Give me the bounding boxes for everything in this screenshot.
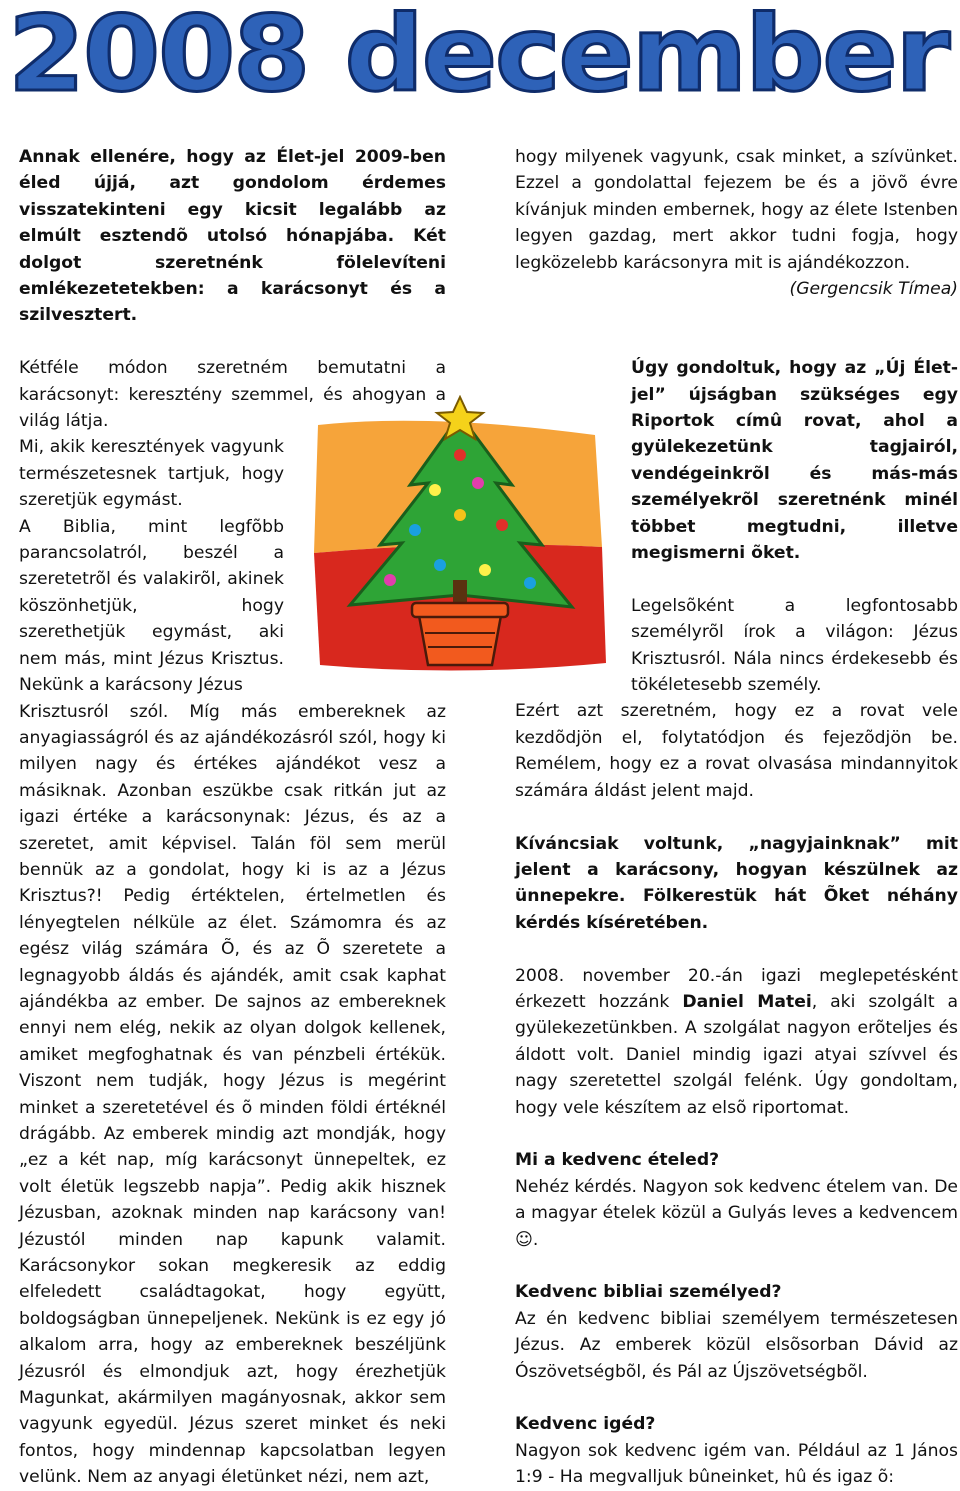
answer: Nagyon sok kedvenc igém van. Például az 1 János 1:9 - Ha megvalljuk bûneinket, hû és igaz õ: xyxy=(515,1440,958,1488)
question-heading: Mi a kedvenc ételed? xyxy=(515,1150,720,1171)
riport-intro: Úgy gondoltuk, hogy az „Új Élet-jel” újságban szükséges egy Riportok címû rovat, ahol a gyülekezetünk tagjairól, vendégeinkrõl és más-más személyekrõl szeretnénk minél többet megtudni, illetve megismerni õket. xyxy=(631,358,958,564)
question-heading: Kedvenc igéd? xyxy=(515,1414,656,1435)
paragraph: Legelsõként a legfontosabb személyrõl írok a világon: Jézus Krisztusról. Nála nincs érdekesebb és tökéletesebb személy. xyxy=(631,595,958,696)
masthead-title xyxy=(0,0,960,110)
guest-name: Daniel Matei xyxy=(682,991,812,1012)
answer: Nehéz kérdés. Nagyon sok kedvenc ételem van. De a magyar ételek közül a Gulyás leves a kedvencem☺. xyxy=(515,1176,958,1250)
right-column xyxy=(515,144,958,1491)
paragraph: A Biblia, mint legfõbb parancsolatról, beszél a szeretetrõl és valakirõl, akinek köszönhetjük, hogy szerethetjük egymást, aki nem más, mint Jézus Krisztus. Nekünk a karácsony Jézus xyxy=(19,516,284,696)
question-heading: Kedvenc bibliai személyed? xyxy=(515,1282,782,1303)
paragraph: Mi, akik keresztények vagyunk természetesnek tartjuk, hogy szeretjük egymást. xyxy=(19,437,284,511)
left-column xyxy=(19,144,446,1491)
paragraph: hogy milyenek vagyunk, csak minket, a szívünket. Ezzel a gondolattal fejezem be és a jövõ évre kívánjuk minden embernek, hogy az élete Istenben legyen gazdag, mert akkor tudni fogja, hogy legközelebb karácsonyra mit is ajándékozzon. xyxy=(515,147,958,273)
author-signature: (Gergencsik Tímea) xyxy=(789,279,958,300)
paragraph: Ezért azt szeretném, hogy ez a rovat vele kezdõdjön el, folytatódjon és fejezõdjön be. Remélem, hogy ez a rovat olvasása mindannyitok számára áldást jelent majd. xyxy=(515,701,958,801)
page-title: 2008 december xyxy=(8,0,950,110)
intro-paragraph: Annak ellenére, hogy az Élet-jel 2009-ben éled újjá, azt gondolom érdemes visszatekinteni egy kicsit legalább az elmúlt esztendõ utolsó hónapjába. Két dolgot szeretnénk fölelevíteni emlékezetetekben: a karácsonyt és a szilvesztert. xyxy=(19,147,446,326)
answer: Az én kedvenc bibliai személyem természetesen Jézus. Az emberek közül elsõsorban Dávid az Ószövetségbõl, és Pál az Újszövetségbõl. xyxy=(515,1308,958,1382)
paragraph: Krisztusról szól. Míg más embereknek az anyagiasságról és az ajándékozásról szól, hogy ki milyen nagy és értékes ajándékot vesz a másiknak. Azonban eszükbe csak ritkán jut az igazi értéke a karácsonynak: Jézus, és az a szeretet, amit képvisel. Talán föl sem merül bennük az a gondolat, hogy ki is az a Jézus Krisztus?! Pedig értéktelen, értelmetlen és lényegtelen nélküle az élet. Számomra és az egész világ számára Õ, és az Õ szeretete a legnagyobb áldás és ajándék, amit csak kaphat ajándékba az ember. De sajnos az embereknek ennyi nem elég, nekik az olyan dolgok kellenek, amiket megfoghatnak és van pénzbeli értékük. Viszont nem tudják, hogy Jézus is megérint minket a szeretetével és õ minden földi értéknél drágább. Az emberek mindig azt mondják, hogy „ez a két nap, míg karácsonyt ünnepeltek, ez volt életük legszebb napja”. Pedig akik hisznek Jézusban, azoknak minden nap karácsony van! Jézustól minden nap kapunk valamit. Karácsonykor sokan megkeresik az eddig elfeledett családtagokat, hogy együtt, boldogságban ünnepeljenek. Nekünk is ez egy jó alkalom arra, hogy az embereknek beszéljünk Jézusról és elmondjuk azt, hogy érezhetjük Magunkat, akármilyen magányosnak, akkor sem vagyunk egyedül. Jézus szeret minket és neki fontos, hogy mindennap kapcsolatban legyen velünk. Nem az anyagi életünket nézi, nem azt, xyxy=(19,701,446,1488)
paragraph: Kétféle módon szeretném bemutatni a karácsonyt: keresztény szemmel, és ahogyan a világ látja. xyxy=(19,358,446,432)
visit-paragraph: 2008. november 20.-án igazi meglepetésként érkezett hozzánk Daniel Matei, aki szolgált a gyülekezetünkben. A szolgálat nagyon erõteljes és áldott volt. Daniel mindig igazi atyai szívvel és nagy szeretettel szolgál felénk. Úgy gondoltam, hogy vele készítem az elsõ riportomat. xyxy=(515,965,959,1118)
question-intro: Kíváncsiak voltunk, „nagyjainknak” mit jelent a karácsony, hogyan készülnek az ünnepekre. Fölkerestük hát Õket néhány kérdés kíséretében. xyxy=(515,833,958,933)
pot-rim xyxy=(412,603,508,617)
masthead xyxy=(0,0,960,110)
